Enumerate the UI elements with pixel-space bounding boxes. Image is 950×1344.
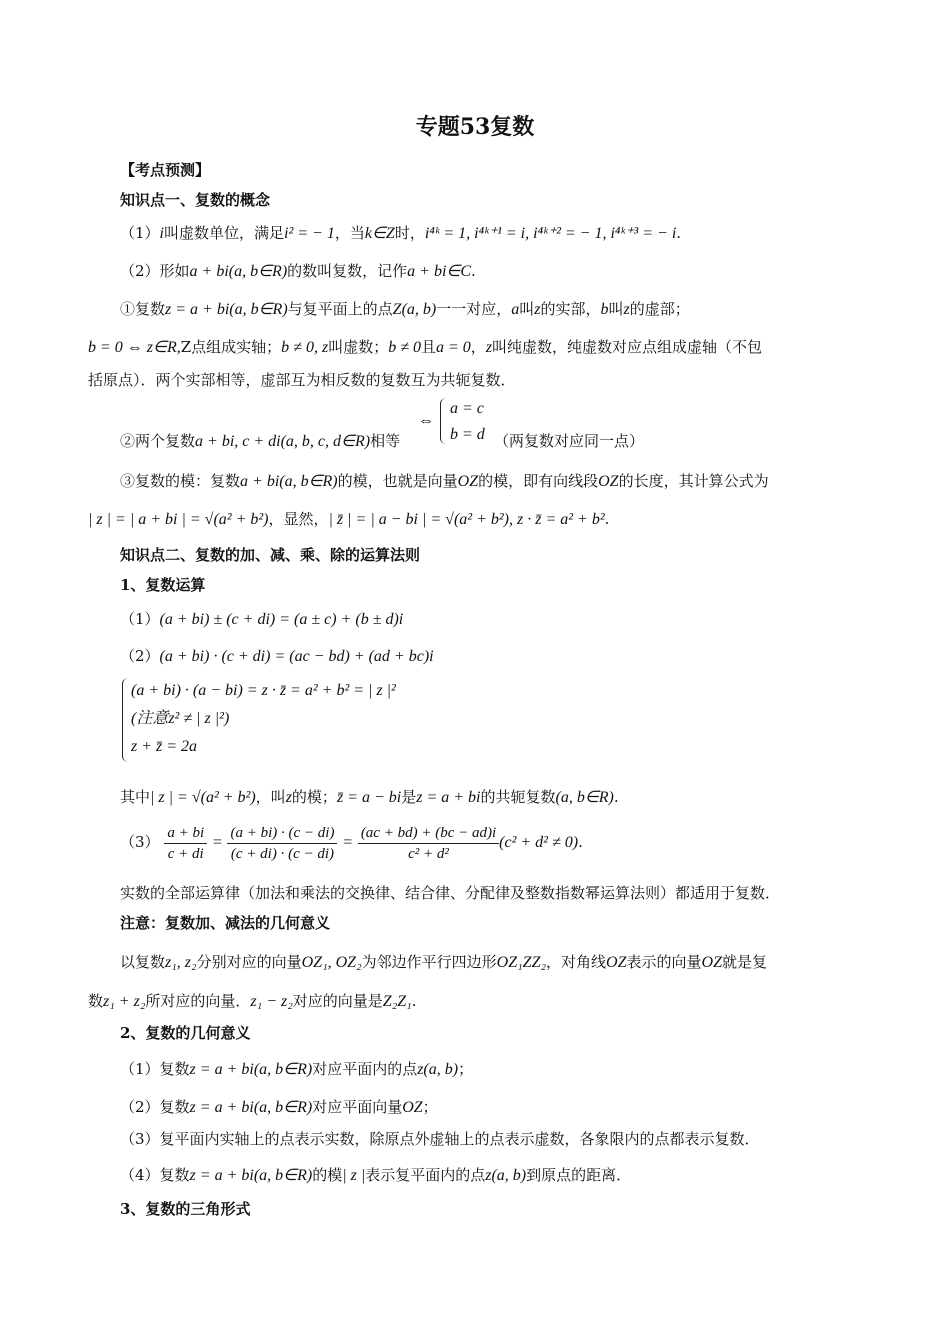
- page-title: 专题53复数: [415, 114, 535, 140]
- paragraph-imaginary-unit: （1）i叫虚数单位，满足i² = − 1，当k∈Z时，i⁴ᵏ = 1, i⁴ᵏ⁺¹ = i, i⁴ᵏ⁺² = − 1, i⁴ᵏ⁺³ = − i.: [120, 224, 682, 242]
- math-b-eq-d: b = d: [450, 426, 485, 443]
- math-conjugate-product: (a + bi) · (a − bi) = z · z̄ = a² + b² = | z |²: [131, 682, 396, 699]
- geometry-item-1: （1）复数z = a + bi(a, b∈R)对应平面内的点z(a, b)；: [120, 1060, 474, 1078]
- paragraph-modulus-conjugate: 其中| z | = √(a² + b²)，叫z的模；z̄ = a − bi是z = a + bi的共轭复数(a, b∈R).: [120, 788, 619, 806]
- math-a-eq-c: a = c: [450, 400, 484, 417]
- geometry-item-2: （2）复数z = a + bi(a, b∈R)对应平面向量OZ；: [120, 1098, 438, 1116]
- operation-multiply: （2）(a + bi) · (c + di) = (ac − bd) + (ad + bc)i: [120, 647, 434, 665]
- paragraph-parallelogram: 以复数z₁, z₂分别对应的向量OZ₁, OZ₂为邻边作平行四边形OZ₁ZZ₂，对角线OZ表示的向量OZ就是复: [120, 953, 767, 971]
- fraction-2: $\frac{(a + bi) \cdot (c - di)}{(c + di) \cdot (c - di)}$: [227, 823, 337, 864]
- math-in-c: a + bi∈C: [407, 263, 472, 280]
- geometry-item-3: （3）复平面内实轴上的点表示实数，除原点外虚轴上的点表示虚数，各象限内的点都表示复数．: [120, 1130, 760, 1148]
- math-i: i: [159, 225, 164, 242]
- math-i-powers: i⁴ᵏ = 1, i⁴ᵏ⁺¹ = i, i⁴ᵏ⁺² = − 1, i⁴ᵏ⁺³ = − i: [424, 225, 677, 242]
- paragraph-conjugate-definition: 括原点）．两个实部相等，虚部互为相反数的复数互为共轭复数．: [88, 371, 516, 389]
- math-k-in-z: k∈Z: [364, 225, 395, 242]
- paragraph-sum-difference-vectors: 数z₁ + z₂所对应的向量．z₁ − z₂对应的向量是Z₂Z₁.: [88, 992, 417, 1010]
- paragraph-modulus: ③复数的模：复数a + bi(a, b∈R)的模，也就是向量OZ的模，即有向线段OZ的长度，其计算公式为: [120, 472, 769, 490]
- section-note-geometry: 注意：复数加、减法的几何意义: [120, 914, 331, 932]
- math-z-plus-conjugate: z + z̄ = 2a: [131, 738, 198, 755]
- equality-brace: [440, 398, 447, 444]
- section-knowledge-1: 知识点一、复数的概念: [120, 191, 271, 209]
- operation-add-subtract: （1）(a + bi) ± (c + di) = (a ± c) + (b ± d)i: [120, 610, 404, 628]
- paragraph-correspondence: ①复数z = a + bi(a, b∈R)与复平面上的点Z(a, b)一一对应，a叫z的实部，b叫z的虚部；: [120, 300, 690, 318]
- fraction-1: $\frac{a + bi}{c + di}$: [164, 823, 207, 864]
- operation-divide: （3） $\frac{a + bi}{c + di}$ = $\frac{(a + bi) \cdot (c - di)}{(c + di) \cdot (c - di)}$ = $\frac{(ac + bd) + (bc - ad)i}{\text{c² + d²}}$ (c² + d² ≠ 0).: [120, 824, 583, 862]
- paragraph-modulus-formula: | z | = | a + bi | = √(a² + b²)，显然，| z̄ | = | a − bi | = √(a² + b²), z · z̄ = a² + b².: [88, 510, 610, 528]
- math-i-squared: i² = − 1: [284, 225, 335, 242]
- fraction-3: $\frac{(ac + bd) + (bc - ad)i}{\text{c² + d²}}$: [358, 823, 499, 864]
- section-knowledge-2: 知识点二、复数的加、减、乘、除的运算法则: [120, 546, 421, 564]
- geometry-item-4: （4）复数z = a + bi(a, b∈R)的模| z |表示复平面内的点z(a, b)到原点的距离．: [120, 1166, 632, 1184]
- section-trigonometric-form: 3、复数的三角形式: [120, 1200, 251, 1218]
- paragraph-equality: ②两个复数a + bi, c + di(a, b, c, d∈R)相等: [120, 432, 401, 450]
- equality-note: （两复数对应同一点）: [494, 432, 645, 450]
- section-geometric-meaning: 2、复数的几何意义: [120, 1024, 251, 1042]
- section-forecast: 【考点预测】: [120, 161, 211, 179]
- paragraph-real-imaginary-axes: b = 0 ⇔ z∈R,Z点组成实轴；b ≠ 0, z叫虚数；b ≠ 0且a = 0，z叫纯虚数，纯虚数对应点组成虚轴（不包: [88, 338, 763, 356]
- section-operations: 1、复数运算: [120, 576, 206, 594]
- math-a-plus-bi: a + bi(a, b∈R): [189, 263, 288, 280]
- paragraph-complex-form: （2）形如a + bi(a, b∈R)的数叫复数，记作a + bi∈C.: [120, 262, 476, 280]
- math-iff: ⇔: [418, 412, 434, 429]
- paragraph-operation-laws: 实数的全部运算律（加法和乘法的交换律、结合律、分配律及整数指数幂运算法则）都适用于复数．: [120, 884, 781, 902]
- multiply-brace: [122, 678, 129, 762]
- math-note-z-squared: (注意z² ≠ | z |²): [131, 710, 230, 727]
